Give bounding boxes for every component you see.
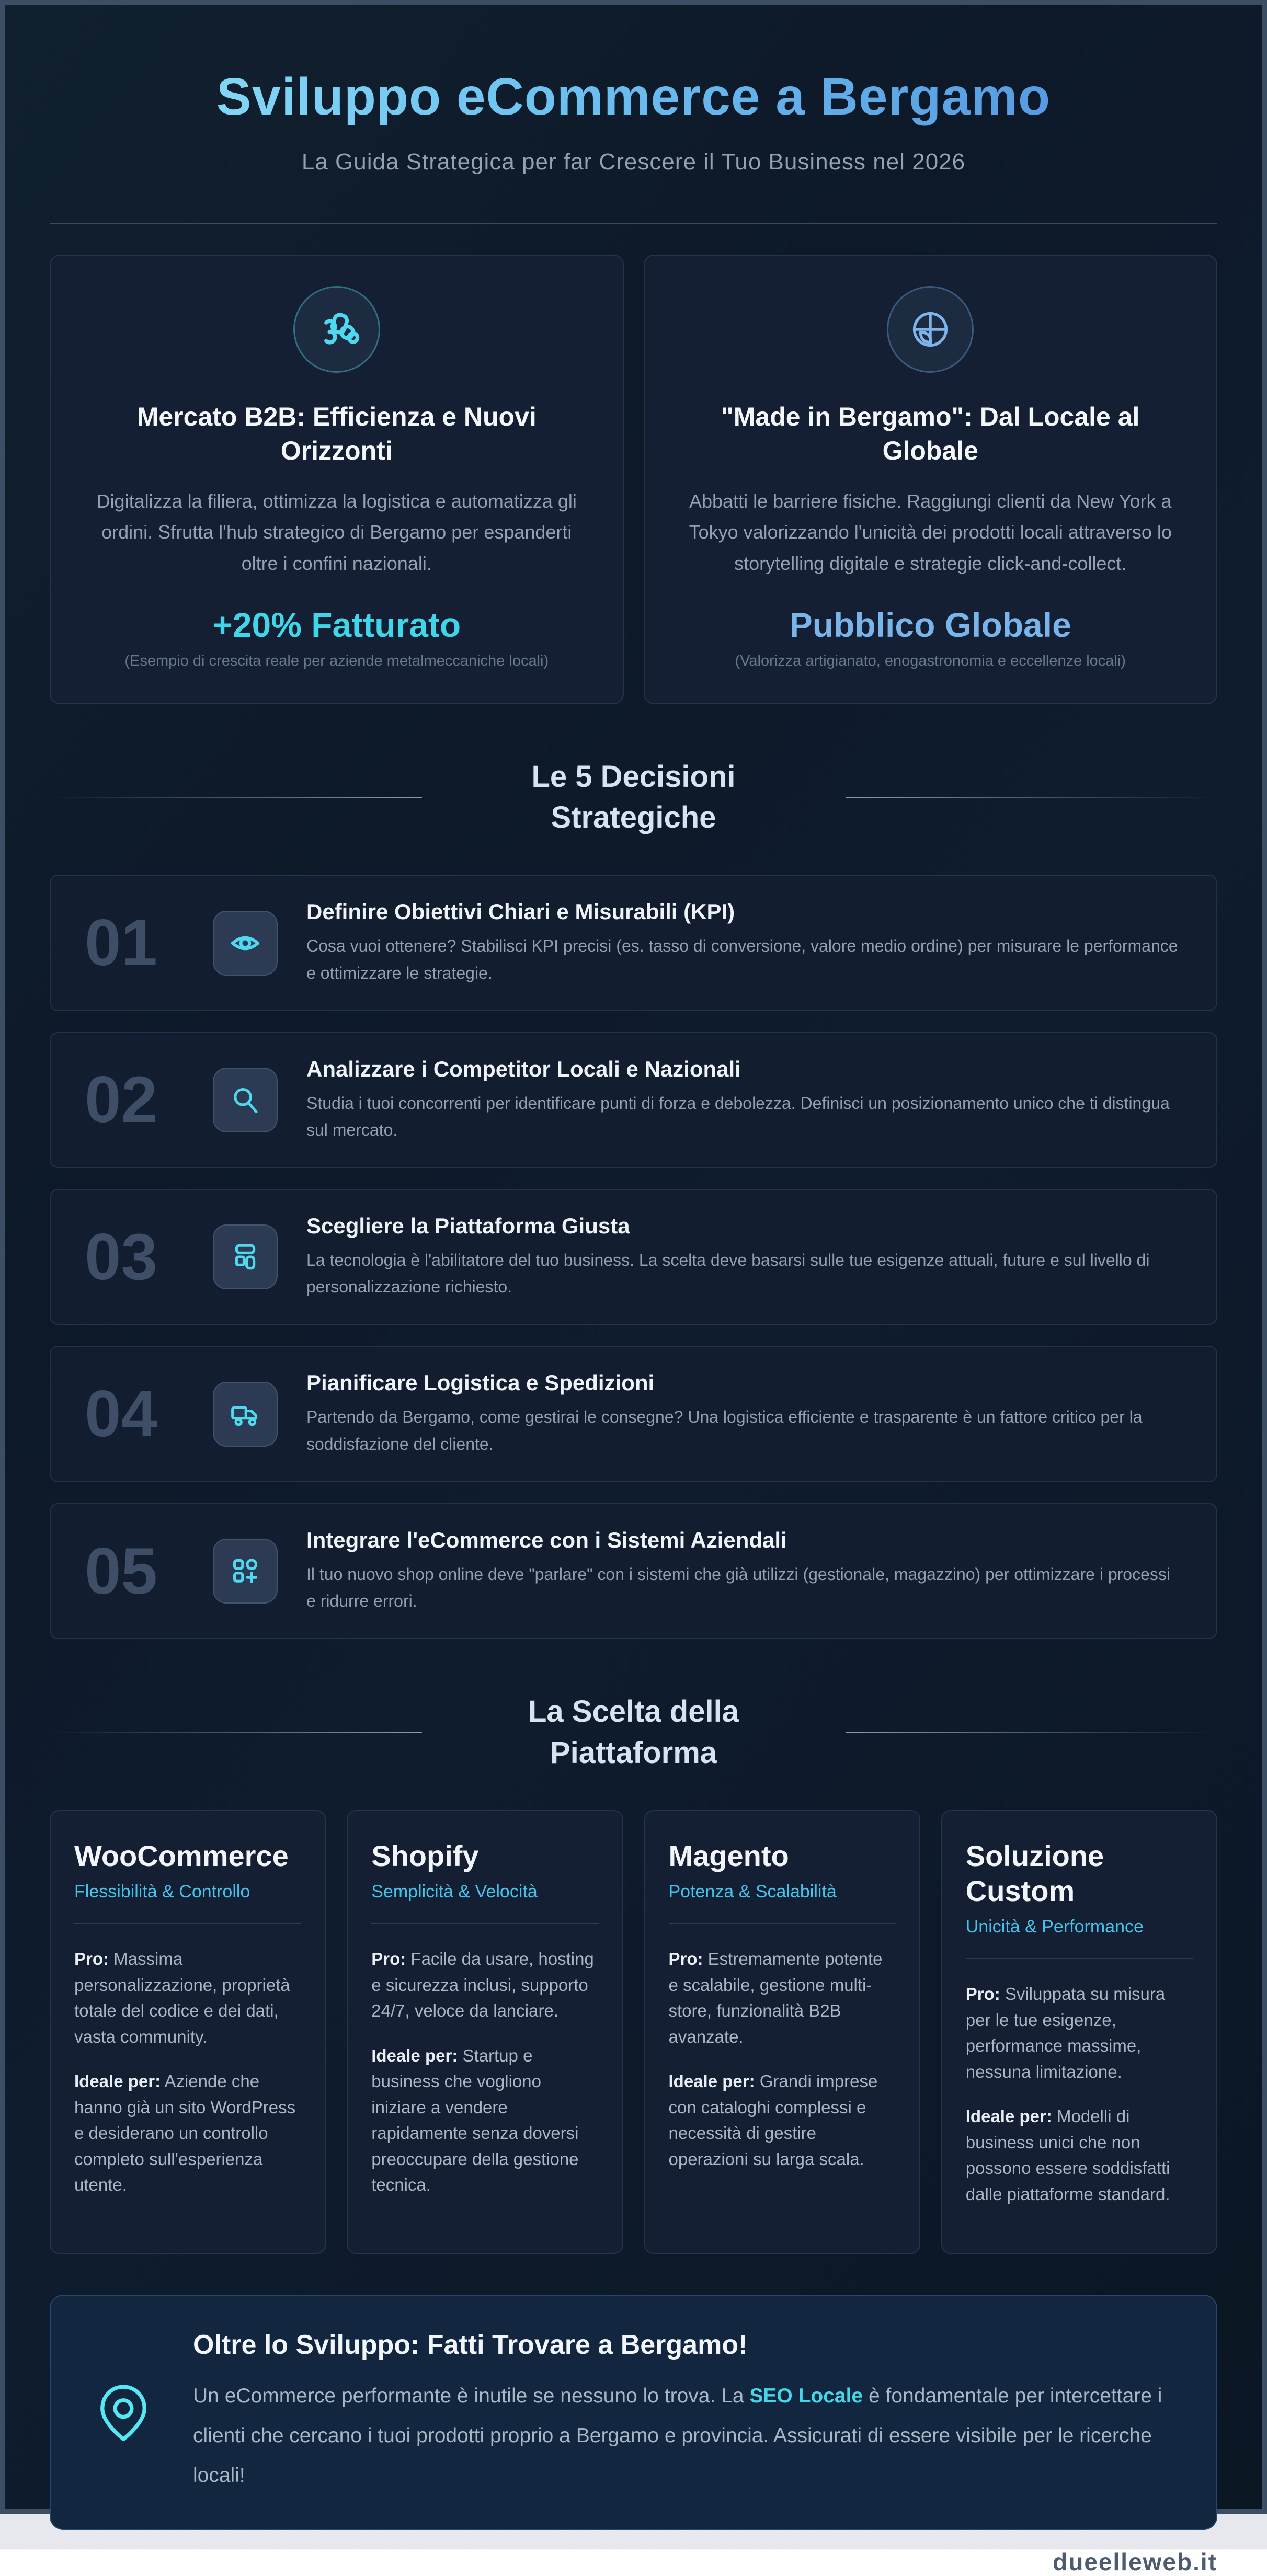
platform-name: Shopify bbox=[371, 1839, 479, 1872]
platform-divider bbox=[371, 1923, 598, 1924]
ideal-label: Ideale per: bbox=[371, 2045, 458, 2065]
platforms-section-heading bbox=[50, 1691, 1217, 1773]
integrations-icon bbox=[213, 1539, 278, 1604]
seo-highlight: SEO Locale bbox=[749, 2385, 863, 2408]
b2b-industry-icon bbox=[293, 286, 380, 373]
header bbox=[50, 67, 1217, 224]
ideal-text: Grandi imprese con cataloghi complessi e necessità di gestire operazioni su larga scala. bbox=[668, 2071, 878, 2169]
pro-text: Facile da usare, hosting e sicurezza inclusi, supporto 24/7, veloce da lanciare. bbox=[371, 1949, 594, 2021]
step-text bbox=[306, 1057, 1182, 1143]
pro-label: Pro: bbox=[371, 1949, 406, 1969]
step-card-5 bbox=[50, 1503, 1217, 1639]
step-card-4 bbox=[50, 1346, 1217, 1482]
seo-callout bbox=[50, 2295, 1217, 2530]
step-title: Analizzare i Competitor Locali e Nazionali bbox=[306, 1056, 741, 1081]
platform-pro bbox=[966, 1981, 1193, 2085]
header-divider bbox=[50, 223, 1217, 224]
platform-card-shopify bbox=[347, 1810, 623, 2254]
seo-body-before: Un eCommerce performante è inutile se nessuno lo trova. La bbox=[193, 2385, 750, 2408]
ideal-text: Modelli di business unici che non possono essere soddisfatti dalle piattaforme standard. bbox=[965, 2106, 1170, 2204]
location-pin-icon bbox=[92, 2380, 155, 2444]
pro-label: Pro: bbox=[668, 1949, 703, 1969]
intro-card-highlight: Pubblico Globale bbox=[789, 605, 1071, 645]
platform-name: WooCommerce bbox=[74, 1839, 289, 1872]
seo-title: Oltre lo Sviluppo: Fatti Trovare a Bergamo! bbox=[193, 2330, 748, 2361]
ideal-label: Ideale per: bbox=[74, 2071, 161, 2091]
step-number: 03 bbox=[85, 1220, 158, 1293]
step-card-1 bbox=[50, 875, 1217, 1011]
step-number: 01 bbox=[85, 907, 158, 980]
intro-card-body: Abbatti le barriere fisiche. Raggiungi clienti da New York a Tokyo valorizzando l'unicità dei prodotti locali attraverso lo storytelling digitale e strategie click-and-collect. bbox=[689, 490, 1172, 574]
footer bbox=[50, 2548, 1217, 2576]
seo-body bbox=[193, 2376, 1175, 2495]
step-text bbox=[306, 1213, 1182, 1300]
step-title: Definire Obiettivi Chiari e Misurabili (KPI) bbox=[306, 899, 735, 924]
intro-card-body: Digitalizza la filiera, ottimizza la logistica e automatizza gli ordini. Sfrutta l'hub strategico di Bergamo per espanderti oltre i confini nazionali. bbox=[96, 490, 577, 574]
step-number: 05 bbox=[85, 1535, 158, 1608]
platform-tagline: Semplicità & Velocità bbox=[371, 1882, 538, 1902]
heading-divider-left bbox=[50, 1732, 422, 1733]
step-card-2 bbox=[50, 1032, 1217, 1168]
intro-card-note: (Valorizza artigianato, enogastronomia e eccellenze locali) bbox=[735, 652, 1126, 669]
decisions-section-heading bbox=[50, 757, 1217, 839]
seo-text bbox=[193, 2329, 1175, 2495]
pro-text: Estremamente potente e scalabile, gestione multi-store, funzionalità B2B avanzate. bbox=[668, 1949, 883, 2046]
step-body: Partendo da Bergamo, come gestirai le consegne? Una logistica efficiente e trasparente è un fattore critico per la soddisfazione del cliente. bbox=[306, 1407, 1143, 1453]
step-body: Studia i tuoi concorrenti per identificare punti di forza e debolezza. Definisci un posizionamento unico che ti distingua sul mercato. bbox=[306, 1093, 1170, 1139]
platform-divider bbox=[966, 1958, 1193, 1959]
step-title: Scegliere la Piattaforma Giusta bbox=[306, 1213, 630, 1239]
decision-steps-section bbox=[50, 875, 1217, 1639]
step-card-3 bbox=[50, 1189, 1217, 1325]
ideal-label: Ideale per: bbox=[668, 2071, 755, 2091]
step-body: Il tuo nuovo shop online deve "parlare" con i sistemi che già utilizzi (gestionale, magazzino) per ottimizzare i processi e ridurre errori. bbox=[306, 1564, 1170, 1611]
step-title: Pianificare Logistica e Spedizioni bbox=[306, 1370, 655, 1395]
seo-body-after: è fondamentale per intercettare i clienti che cercano i tuoi prodotti proprio a Bergamo e provincia. Assicurati di essere visibile per le ricerche locali! bbox=[193, 2385, 1162, 2487]
step-title: Integrare l'eCommerce con i Sistemi Aziendali bbox=[306, 1527, 787, 1552]
step-number: 02 bbox=[85, 1063, 158, 1137]
platform-card-custom bbox=[941, 1810, 1217, 2254]
platform-divider bbox=[669, 1923, 896, 1924]
platform-name: Soluzione Custom bbox=[965, 1839, 1104, 1908]
platform-tagline: Unicità & Performance bbox=[965, 1917, 1144, 1937]
intro-card-b2b bbox=[50, 255, 624, 704]
platforms-section bbox=[50, 1810, 1217, 2254]
ideal-label: Ideale per: bbox=[965, 2106, 1052, 2126]
platform-name: Magento bbox=[668, 1839, 789, 1872]
intro-card-title: Mercato B2B: Efficienza e Nuovi Orizzonti bbox=[136, 402, 537, 465]
platform-ideal bbox=[74, 2068, 301, 2198]
pro-label: Pro: bbox=[965, 1984, 1000, 2004]
page-title: Sviluppo eCommerce a Bergamo bbox=[50, 67, 1217, 127]
platform-card-woocommerce bbox=[50, 1810, 326, 2254]
step-body: Cosa vuoi ottenere? Stabilisci KPI precisi (es. tasso di conversione, valore medio ordine) per misurare le performance e ottimizzare le strategie. bbox=[306, 936, 1178, 982]
platform-pro bbox=[74, 1946, 301, 2050]
intro-card-note: (Esempio di crescita reale per aziende metalmeccaniche locali) bbox=[124, 652, 549, 669]
platform-ideal bbox=[371, 2043, 598, 2198]
search-icon bbox=[213, 1068, 278, 1132]
step-text bbox=[306, 1528, 1182, 1615]
globe-icon bbox=[887, 286, 974, 373]
brand-watermark: dueelleweb.it bbox=[1053, 2548, 1217, 2576]
intro-cards-section bbox=[50, 255, 1217, 704]
ideal-text: Startup e business che vogliono iniziare a vendere rapidamente senza doversi preoccupare della gestione tecnica. bbox=[371, 2045, 579, 2195]
platform-ideal bbox=[669, 2068, 896, 2172]
decisions-section-title: Le 5 Decisioni Strategiche bbox=[531, 759, 736, 835]
ideal-text: Aziende che hanno già un sito WordPress e desiderano un controllo completo sull'esperienza utente. bbox=[74, 2071, 296, 2195]
heading-divider-right bbox=[846, 797, 1218, 798]
pro-text: Sviluppata su misura per le tue esigenze, performance massime, nessuna limitazione. bbox=[965, 1984, 1166, 2081]
page-subtitle: La Guida Strategica per far Crescere il Tuo Business nel 2026 bbox=[301, 149, 966, 175]
heading-divider-left bbox=[50, 797, 422, 798]
pro-label: Pro: bbox=[74, 1949, 109, 1969]
pro-text: Massima personalizzazione, proprietà totale del codice e dei dati, vasta community. bbox=[74, 1949, 290, 2046]
eye-icon bbox=[213, 911, 278, 976]
step-number: 04 bbox=[85, 1378, 158, 1451]
step-text bbox=[306, 899, 1182, 986]
platform-pro bbox=[669, 1946, 896, 2050]
step-body: La tecnologia è l'abilitatore del tuo business. La scelta deve basarsi sulle tue esigenze attuali, future e sul livello di personalizzazione richiesto. bbox=[306, 1251, 1150, 1297]
platform-tagline: Potenza & Scalabilità bbox=[668, 1882, 837, 1902]
platform-ideal bbox=[966, 2103, 1193, 2207]
platform-tagline: Flessibilità & Controllo bbox=[74, 1882, 250, 1902]
platform-card-magento bbox=[644, 1810, 920, 2254]
step-text bbox=[306, 1370, 1182, 1457]
truck-icon bbox=[213, 1382, 278, 1447]
platforms-section-title: La Scelta della Piattaforma bbox=[528, 1695, 739, 1770]
platform-divider bbox=[74, 1923, 301, 1924]
layout-icon bbox=[213, 1224, 278, 1289]
intro-card-title: "Made in Bergamo": Dal Locale al Globale bbox=[721, 402, 1140, 465]
platform-pro bbox=[371, 1946, 598, 2024]
heading-divider-right bbox=[846, 1732, 1218, 1733]
intro-card-global bbox=[644, 255, 1218, 704]
intro-card-highlight: +20% Fatturato bbox=[212, 605, 461, 645]
